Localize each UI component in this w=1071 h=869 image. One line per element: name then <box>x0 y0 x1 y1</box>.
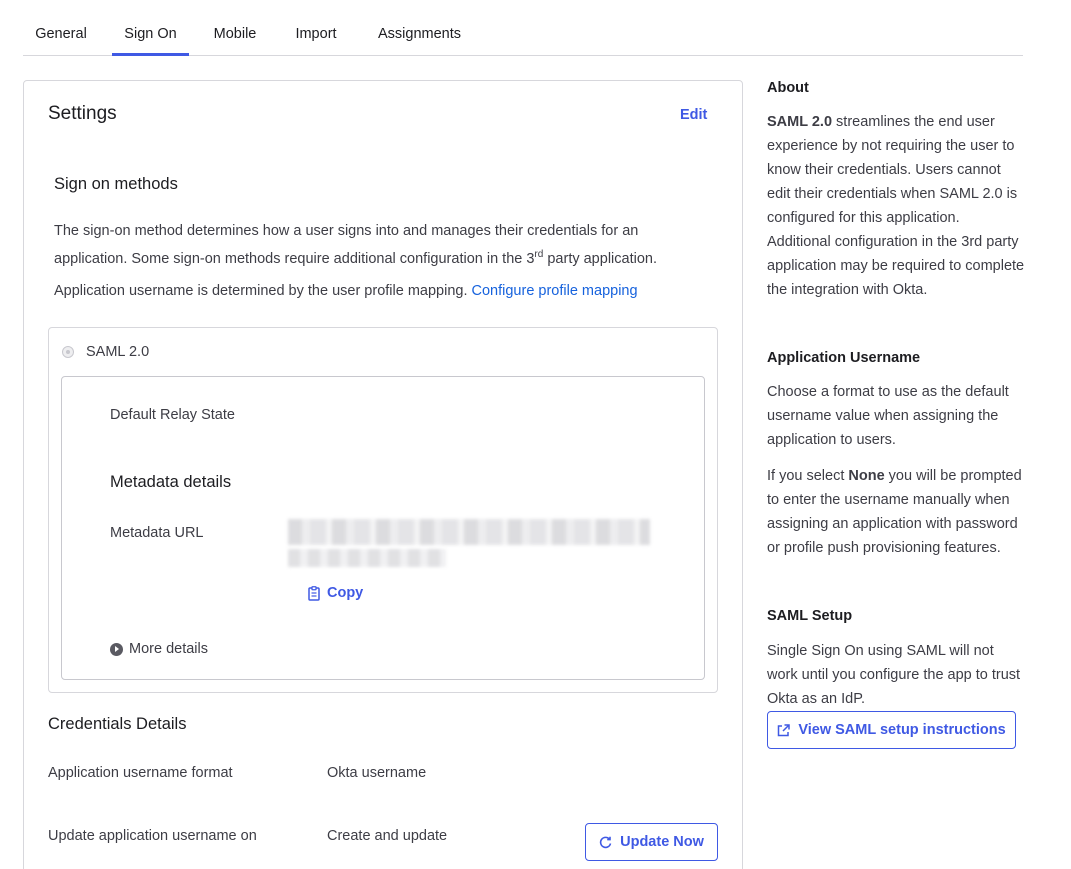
refresh-icon <box>599 836 612 849</box>
tab-sign-on[interactable]: Sign On <box>112 26 189 56</box>
description-text: The sign-on method determines how a user signs into and manages their credentials for an application. Some sign-on methods require additional configuration in the 3 <box>54 223 639 267</box>
expand-arrow-icon <box>110 643 123 656</box>
saml-radio[interactable] <box>62 346 74 358</box>
description-sup: rd <box>534 249 544 260</box>
saml-option-box <box>48 327 718 693</box>
view-instructions-label: View SAML setup instructions <box>798 722 1006 738</box>
saml-setup-text: Single Sign On using SAML will not work until you configure the app to trust Okta as an IdP. <box>767 643 1021 707</box>
metadata-heading: Metadata details <box>110 473 232 491</box>
none-option-text <box>767 464 1025 560</box>
about-heading: About <box>767 80 809 96</box>
username-mapping-label: Application username is determined by the user profile mapping. <box>54 283 472 299</box>
update-on-value: Create and update <box>327 828 448 844</box>
sign-on-description <box>54 219 714 271</box>
username-format-label: Application username format <box>48 765 233 781</box>
none-prefix: If you select <box>767 468 849 484</box>
tab-import[interactable]: Import <box>295 26 337 42</box>
copy-button[interactable] <box>308 585 363 601</box>
tab-mobile[interactable]: Mobile <box>213 26 257 42</box>
sign-on-methods-heading: Sign on methods <box>54 175 178 193</box>
configure-profile-mapping-link[interactable]: Configure profile mapping <box>471 283 638 299</box>
about-bold: SAML 2.0 <box>767 114 833 130</box>
update-now-label: Update Now <box>620 834 704 850</box>
username-format-value: Okta username <box>327 765 427 781</box>
about-text <box>767 110 1025 302</box>
username-mapping-text <box>54 279 714 303</box>
edit-button[interactable]: Edit <box>680 107 708 123</box>
metadata-url-label: Metadata URL <box>110 525 204 541</box>
tab-assignments[interactable]: Assignments <box>377 26 461 42</box>
more-details-toggle[interactable] <box>110 641 208 657</box>
clipboard-icon <box>308 586 321 601</box>
saml-details-box <box>61 376 705 680</box>
tab-bar <box>23 18 1023 56</box>
update-now-button[interactable] <box>585 823 718 861</box>
tab-general[interactable]: General <box>35 26 87 42</box>
metadata-url-redacted <box>288 519 650 545</box>
settings-title: Settings <box>48 103 117 124</box>
metadata-url-redacted-line2 <box>288 549 446 567</box>
saml-setup-heading: SAML Setup <box>767 608 853 624</box>
app-username-text: Choose a format to use as the default username value when assigning the application to users. <box>767 384 1009 448</box>
credentials-heading: Credentials Details <box>48 715 187 733</box>
app-username-heading: Application Username <box>767 350 921 366</box>
saml-option-label: SAML 2.0 <box>86 344 150 360</box>
description-text-end: party application. <box>543 250 657 267</box>
copy-label: Copy <box>327 585 364 601</box>
view-saml-instructions-button[interactable] <box>767 711 1016 749</box>
settings-card <box>23 80 743 869</box>
more-details-label: More details <box>129 641 208 657</box>
none-suffix: you will be prompted to enter the username manually when assigning an application with password or profile push provisioning features. <box>767 468 1022 556</box>
external-link-icon <box>777 724 790 737</box>
update-on-label: Update application username on <box>48 828 257 844</box>
none-bold: None <box>848 468 885 484</box>
about-body: streamlines the end user experience by not requiring the user to know their credentials. Users cannot edit their credentials when SAML 2.0 is configured for this application. Additional configuration in the 3rd party application may be required to complete the integration with Okta. <box>767 114 1025 298</box>
relay-state-label: Default Relay State <box>110 407 235 423</box>
